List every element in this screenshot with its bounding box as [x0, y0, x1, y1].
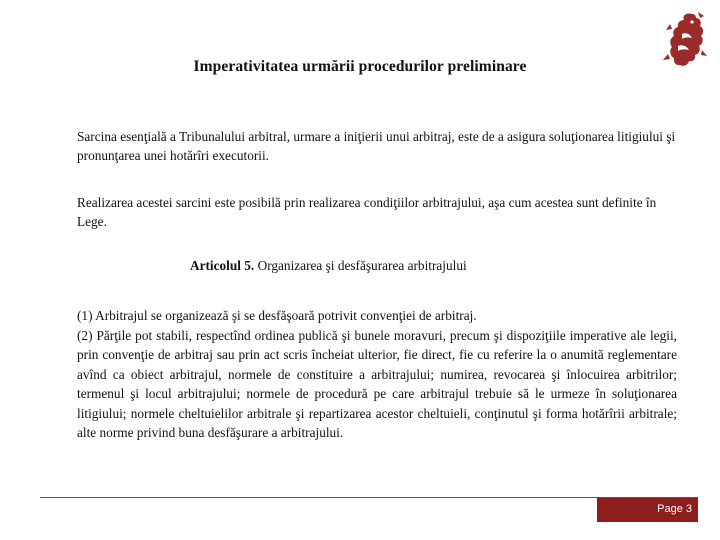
- article-number: Articolul 5.: [190, 258, 255, 273]
- article-title: Organizarea şi desfăşurarea arbitrajului: [257, 258, 467, 273]
- conditions-paragraph: Realizarea acestei sarcini este posibilă prin realizarea condiţiilor arbitrajului, aşa cum acestea sunt definite în Lege.: [77, 195, 657, 229]
- article-point-1: (1) Arbitrajul se organizează şi se desfăşoară potrivit convenţiei de arbitraj.: [77, 308, 477, 323]
- article-body: [77, 306, 677, 443]
- intro-paragraph: Sarcina esenţială a Tribunalului arbitral, urmare a iniţierii unui arbitraj, este de a asigura soluţionarea litigiului şi pronunţarea unei hotărîri executorii.: [77, 129, 676, 163]
- article-point-2: (2) Părţile pot stabili, respectînd ordinea publică şi bunele moravuri, precum şi dispoziţiile imperative ale legii, prin convenţie de arbitraj sau prin act scris încheiat ulterior, fie direct, fie cu referire la o anumită reglementare avînd ca obiect arbitrajul, normele de constituire a arbitrajului; numirea, revocarea şi înlocuirea arbitrilor; termenul şi locul arbitrajului; normele de procedură pe care arbitrajul trebuie să le urmeze în soluţionarea litigiului; normele cheltuielilor arbitrale şi repartizarea acestor cheltuieli, conţinutul şi forma hotărîrii arbitrale; alte norme privind buna desfăşurare a arbitrajului.: [77, 327, 677, 440]
- page-number-badge: Page 3: [597, 498, 698, 522]
- slide-title: Imperativitatea urmării procedurilor preliminare: [193, 58, 527, 75]
- article-heading: [190, 258, 467, 274]
